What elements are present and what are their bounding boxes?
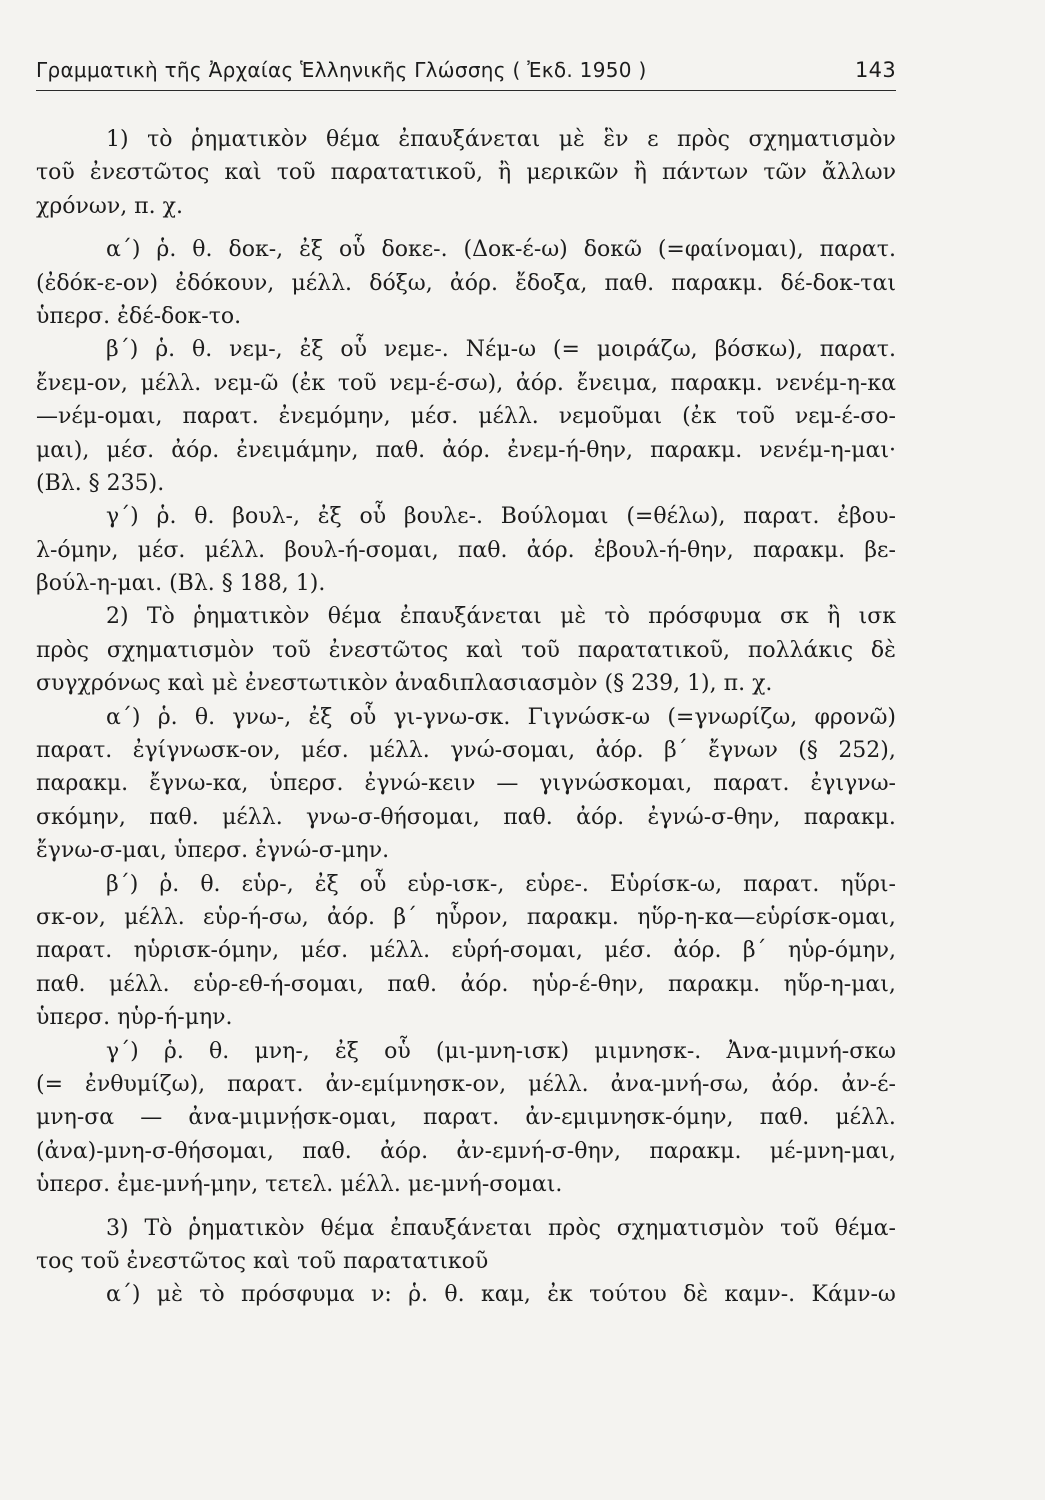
text-line: (ἐδόκ-ε-ον) ἐδόκουν, μέλλ. δόξω, ἀόρ. ἔδοξα, παθ. παρακμ. δέ-δοκ-ται — [36, 270, 896, 296]
text-line: (= ἐνθυμίζω), παρατ. ἀν-εμίμνησκ-ον, μέλλ. ἀνα-μνή-σω, ἀόρ. ἀν-έ- — [36, 1071, 896, 1097]
text-line: 3) Τὸ ῥηματικὸν θέμα ἐπαυξάνεται πρὸς σχηματισμὸν τοῦ θέμα- — [106, 1215, 896, 1241]
body-text — [36, 123, 896, 1312]
text-line: μνη-σα — ἀνα-μιμνῄσκ-ομαι, παρατ. ἀν-εμιμνησκ-όμην, παθ. μέλλ. — [36, 1105, 896, 1131]
text-line: τοῦ ἐνεστῶτος καὶ τοῦ παρατατικοῦ, ἢ μερικῶν ἢ πάντων τῶν ἄλλων — [36, 160, 896, 186]
text-line: (Βλ. § 235). — [36, 470, 165, 496]
text-line: σκόμην, παθ. μέλλ. γνω-σ-θήσομαι, παθ. ἀόρ. ἐγνώ-σ-θην, παρακμ. — [36, 804, 896, 830]
text-line: παρατ. ἐγίγνωσκ-ον, μέσ. μέλλ. γνώ-σομαι, ἀόρ. β΄ ἔγνων (§ 252), — [36, 738, 896, 764]
text-line: β΄) ῥ. θ. εὑρ-, ἐξ οὗ εὑρ-ισκ-, εὑρε-. Εὑρίσκ-ω, παρατ. ηὕρι- — [106, 871, 896, 897]
page — [36, 58, 896, 1312]
text-line: τος τοῦ ἐνεστῶτος καὶ τοῦ παρατατικοῦ — [36, 1248, 489, 1274]
text-line: γ΄) ῥ. θ. βουλ-, ἐξ οὗ βουλε-. Βούλομαι (=θέλω), παρατ. ἐβου- — [106, 504, 896, 530]
text-line: ἔνεμ-ον, μέλλ. νεμ-ῶ (ἐκ τοῦ νεμ-έ-σω), ἀόρ. ἔνειμα, παρακμ. νενέμ-η-κα — [36, 370, 896, 396]
text-line: 2) Τὸ ῥηματικὸν θέμα ἐπαυξάνεται μὲ τὸ πρόσφυμα σκ ἢ ισκ — [106, 604, 896, 630]
paragraph-gap — [36, 1202, 896, 1212]
text-line: —νέμ-ομαι, παρατ. ἐνεμόμην, μέσ. μέλλ. νεμοῦμαι (ἐκ τοῦ νεμ-έ-σο- — [36, 404, 896, 430]
paragraph-gap — [36, 223, 896, 233]
text-line: λ-όμην, μέσ. μέλλ. βουλ-ή-σομαι, παθ. ἀόρ. ἐβουλ-ή-θην, παρακμ. βε- — [36, 537, 896, 563]
text-line: (ἀνα)-μνη-σ-θήσομαι, παθ. ἀόρ. ἀν-εμνή-σ-θην, παρακμ. μέ-μνη-μαι, — [36, 1138, 896, 1164]
text-line: α΄) ῥ. θ. δοκ-, ἐξ οὗ δοκε-. (Δοκ-έ-ω) δοκῶ (=φαίνομαι), παρατ. — [106, 237, 896, 263]
text-line: ὑπερσ. ηὑρ-ή-μην. — [36, 1005, 233, 1031]
text-line: παρατ. ηὑρισκ-όμην, μέσ. μέλλ. εὑρή-σομαι, μέσ. ἀόρ. β΄ ηὑρ-όμην, — [36, 938, 896, 964]
text-line: 1) τὸ ῥηματικὸν θέμα ἐπαυξάνεται μὲ ἓν ε πρὸς σχηματισμὸν — [106, 127, 896, 152]
text-line: πρὸς σχηματισμὸν τοῦ ἐνεστῶτος καὶ τοῦ παρατατικοῦ, πολλάκις δὲ — [36, 637, 896, 663]
text-line: σκ-ον, μέλλ. εὑρ-ή-σω, ἀόρ. β΄ ηὗρον, παρακμ. ηὕρ-η-κα—εὑρίσκ-ομαι, — [36, 904, 896, 930]
text-line: α΄) ῥ. θ. γνω-, ἐξ οὗ γι-γνω-σκ. Γιγνώσκ-ω (=γνωρίζω, φρονῶ) — [106, 704, 896, 730]
header-title: Γραμματικὴ τῆς Ἀρχαίας Ἑλληνικῆς Γλώσσης ( Ἐκδ. 1950 ) — [36, 58, 647, 82]
text-line: μαι), μέσ. ἀόρ. ἐνειμάμην, παθ. ἀόρ. ἐνεμ-ή-θην, παρακμ. νενέμ-η-μαι· — [36, 437, 896, 463]
text-line: α΄) μὲ τὸ πρόσφυμα ν: ῥ. θ. καμ, ἐκ τούτου δὲ καμν-. Κάμν-ω — [106, 1282, 896, 1308]
text-line: β΄) ῥ. θ. νεμ-, ἐξ οὗ νεμε-. Νέμ-ω (= μοιράζω, βόσκω), παρατ. — [106, 337, 896, 363]
text-line: γ΄) ῥ. θ. μνη-, ἐξ οὗ (μι-μνη-ισκ) μιμνησκ-. Ἀνα-μιμνή-σκω — [106, 1038, 896, 1064]
text-line: παρακμ. ἔγνω-κα, ὑπερσ. ἐγνώ-κειν — γιγνώσκομαι, παρατ. ἐγιγνω- — [36, 771, 896, 797]
text-line: ὑπερσ. ἐδέ-δοκ-το. — [36, 303, 242, 329]
text-line: συγχρόνως καὶ μὲ ἐνεστωτικὸν ἀναδιπλασιασμὸν (§ 239, 1), π. χ. — [36, 671, 773, 697]
text-line: χρόνων, π. χ. — [36, 193, 183, 219]
text-line: βούλ-η-μαι. (Βλ. § 188, 1). — [36, 571, 326, 597]
page-number: 143 — [855, 58, 896, 82]
text-line: ὑπερσ. ἐμε-μνή-μην, τετελ. μέλλ. με-μνή-σομαι. — [36, 1172, 563, 1198]
running-header — [36, 58, 896, 91]
text-line: παθ. μέλλ. εὑρ-εθ-ή-σομαι, παθ. ἀόρ. ηὑρ-έ-θην, παρακμ. ηὕρ-η-μαι, — [36, 971, 896, 997]
text-line: ἔγνω-σ-μαι, ὑπερσ. ἐγνώ-σ-μην. — [36, 838, 390, 864]
